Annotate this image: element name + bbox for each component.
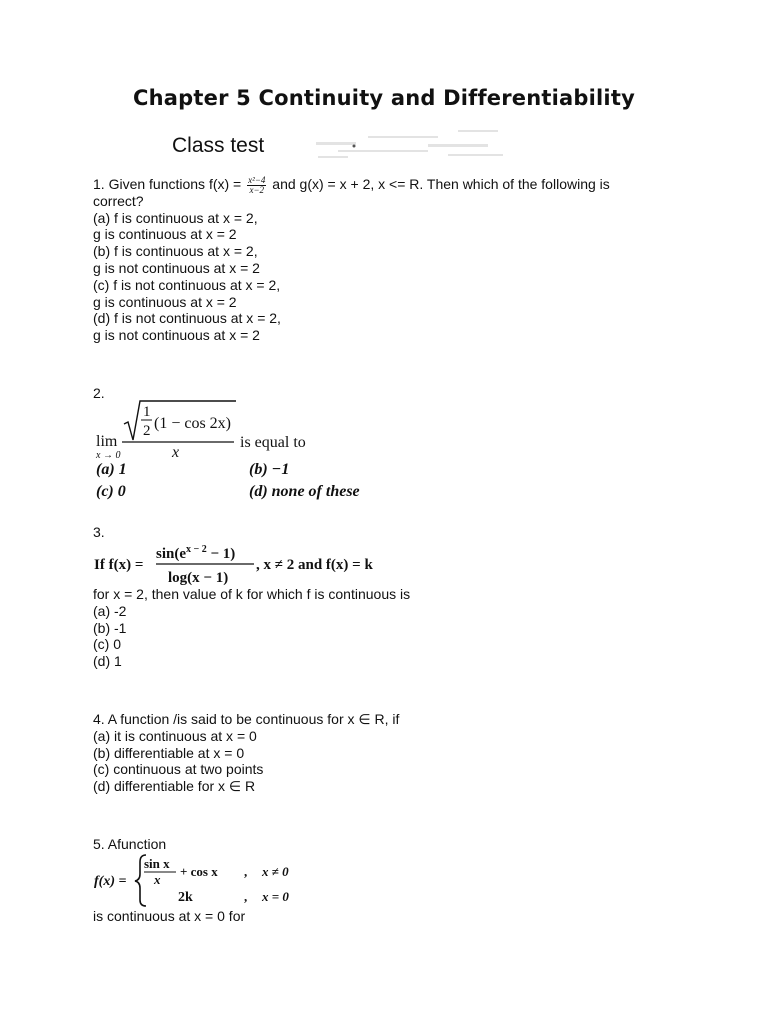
- q5-case1-tail: + cos x: [180, 864, 218, 879]
- q1-option-line: g is not continuous at x = 2: [93, 259, 260, 276]
- q5-case1-comma: ,: [244, 864, 248, 879]
- q3-den: log(x − 1): [168, 570, 229, 586]
- q4-line: (a) it is continuous at x = 0: [93, 727, 257, 744]
- q3-line: for x = 2, then value of k for which f is continuous is: [93, 586, 411, 602]
- q5-case2-cond: x = 0: [262, 889, 289, 904]
- page-title: Chapter 5 Continuity and Differentiability: [133, 86, 635, 110]
- q3-number: 3.: [93, 524, 105, 540]
- q2-inner: (1 − cos 2x): [154, 415, 232, 432]
- q2-lim-sub: x → 0: [96, 450, 121, 461]
- q1-option-line: (b) f is continuous at x = 2,: [93, 243, 258, 260]
- q5-number: 5. Afunction: [93, 836, 167, 852]
- q5-case2-expr: 2k: [178, 890, 193, 905]
- q1-frac-den: x−2: [249, 185, 265, 195]
- q3-num: [156, 544, 235, 562]
- q4-line: (c) continuous at two points: [93, 761, 264, 778]
- scan-smudge: [308, 122, 528, 168]
- q5-math-image: [94, 852, 314, 908]
- q3-math-image: [94, 540, 384, 588]
- q2-tail: is equal to: [240, 434, 306, 451]
- q3-num-exp: x − 2: [186, 544, 207, 555]
- q4-line: (d) differentiable for x ∈ R: [93, 778, 256, 795]
- q1-prefix: 1. Given functions f(x) =: [93, 176, 246, 193]
- q4-line: (b) differentiable at x = 0: [93, 744, 245, 761]
- q3-num-base: sin(e: [156, 546, 186, 562]
- q3-option: (c) 0: [93, 636, 121, 653]
- q3-option: (b) -1: [93, 619, 127, 636]
- q1-option-line: (d) f is not continuous at x = 2,: [93, 310, 281, 327]
- q5-case1-num: sin x: [144, 856, 170, 871]
- q2-number: 2.: [93, 385, 105, 401]
- question-4: [93, 711, 399, 795]
- q2-lim: lim: [96, 433, 118, 450]
- q4-line: 4. A function /is said to be continuous for x ∈ R, if: [93, 711, 400, 727]
- q5-lhs: f(x) =: [94, 874, 127, 889]
- q1-fraction: [247, 176, 266, 195]
- question-3-text: [93, 586, 410, 670]
- page-subtitle: Class test: [172, 134, 265, 157]
- q2-math-image: [94, 398, 384, 502]
- question-1: [93, 176, 610, 344]
- q1-option-line: g is not continuous at x = 2: [93, 327, 260, 344]
- q1-option-line: (c) f is not continuous at x = 2,: [93, 276, 281, 293]
- q1-line2: correct?: [93, 192, 144, 209]
- q3-rhs: , x ≠ 2 and f(x) = k: [256, 557, 373, 573]
- q5-case1-cond: x ≠ 0: [262, 864, 289, 879]
- q2-option-c: (c) 0: [96, 483, 126, 500]
- q3-num-tail: − 1): [206, 546, 236, 562]
- q1-suffix: and g(x) = x + 2, x <= R. Then which of the following is: [268, 176, 610, 193]
- q5-case1-den: x: [154, 872, 161, 887]
- q1-option-line: g is continuous at x = 2: [93, 293, 237, 310]
- q3-option: (d) 1: [93, 653, 122, 670]
- q2-option-b: (b) −1: [249, 461, 290, 478]
- q1-frac-num: x²−4: [248, 175, 266, 185]
- q2-denominator: x: [172, 444, 180, 461]
- q2-option-a: (a) 1: [96, 461, 127, 478]
- q2-option-d: (d) none of these: [249, 483, 360, 500]
- q5-case2-comma: ,: [244, 889, 248, 904]
- q2-half-den: 2: [143, 423, 151, 439]
- q2-half-num: 1: [143, 404, 151, 420]
- q3-lhs: If f(x) =: [94, 557, 144, 573]
- q1-line1: [93, 176, 610, 193]
- q1-option-line: g is continuous at x = 2: [93, 226, 237, 243]
- q3-option: (a) -2: [93, 602, 127, 619]
- q1-option-line: (a) f is continuous at x = 2,: [93, 209, 258, 226]
- q5-tail: is continuous at x = 0 for: [93, 908, 246, 924]
